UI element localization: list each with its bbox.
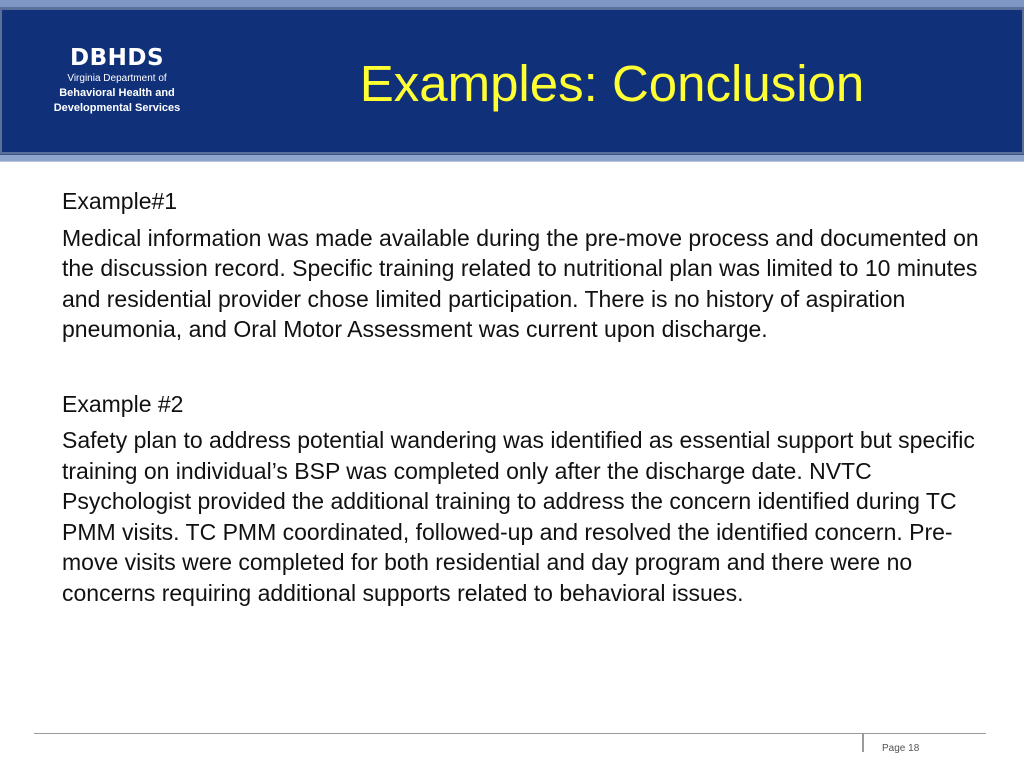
example-2	[62, 389, 992, 609]
slide-header	[0, 8, 1024, 154]
slide-content	[62, 186, 992, 608]
example-spacer	[62, 345, 992, 389]
header-top-rule	[0, 0, 1024, 8]
page-number: Page 18	[882, 743, 920, 754]
footer-divider	[34, 733, 986, 734]
footer-tick	[862, 734, 864, 752]
example-1-body: Medical information was made available during the pre-move process and documented on the discussion record. Specific training related to nutritional plan was limited to 10 minutes and residential provider chose limited participation. There is no history of aspiration pneumonia, and Oral Motor Assessment was current upon discharge.	[62, 224, 979, 342]
example-2-body: Safety plan to address potential wandering was identified as essential support but specific training on individual’s BSP was completed only after the discharge date. NVTC Psychologist provided the additional training to address the concern identified during TC PMM visits. TC PMM coordinated, followed-up and resolved the identified concern. Pre-move visits were completed for both residential and day program and there were no concerns requiring additional supports related to behavioral issues.	[62, 427, 975, 606]
logo-line-1: Virginia Department of	[67, 73, 167, 84]
example-1-heading: Example#1	[62, 188, 178, 214]
logo-line-3: Developmental Services	[53, 102, 181, 114]
logo-name: DBHDS	[69, 45, 165, 71]
slide-title: Examples: Conclusion	[359, 55, 865, 112]
dbhds-logo	[32, 44, 202, 116]
logo-line-2: Behavioral Health and	[59, 87, 175, 99]
example-1	[62, 186, 992, 345]
example-2-heading: Example #2	[62, 390, 184, 417]
header-bottom-rule	[0, 154, 1024, 162]
